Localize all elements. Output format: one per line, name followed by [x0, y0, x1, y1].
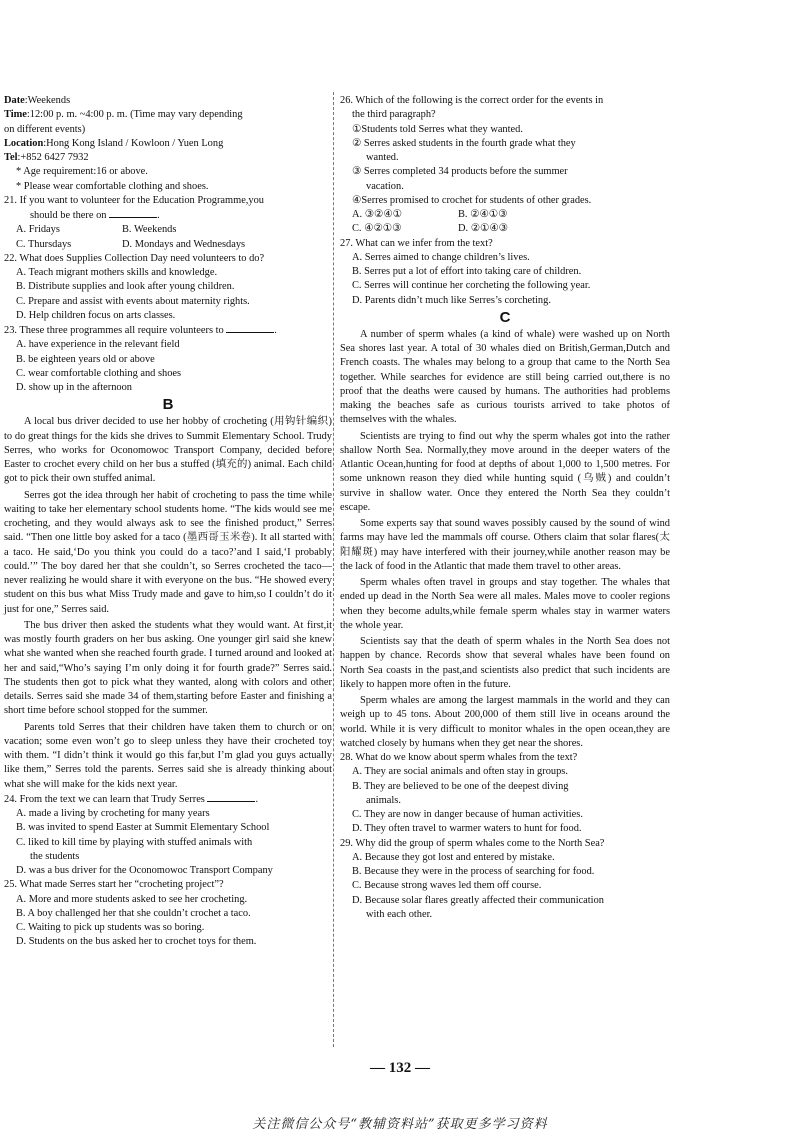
right-column [340, 94, 670, 922]
q29-stem: 29. Why did the group of sperm whales come to the North Sea? [340, 837, 605, 849]
q24-option-d: D. was a bus driver for the Oconomowoc Transport Company [16, 865, 273, 876]
passage-c [340, 328, 670, 751]
column-divider [333, 92, 334, 1047]
q26-stem-cont: the third paragraph? [352, 109, 436, 121]
q23-option-b: B. be eighteen years old or above [16, 353, 155, 365]
q26-event-4: ④Serres promised to crochet for students of other grades. [352, 194, 592, 206]
q27-option-b: B. Serres put a lot of effort into taking care of children. [352, 266, 582, 277]
passage-b-paragraph: Parents told Serres that their children have taken them to church or on vacation; some even won’t go to sleep unless they have their crocheted toy with them. “I didn’t think it would go this far,but I’m glad you guys actually like them,” Serres told the parents. Serres said she is already thinking about what she will make for the kids next year. [4, 721, 332, 790]
q21-stem: 21. If you want to volunteer for the Education Programme,you [4, 194, 264, 206]
q29-option-a: A. Because they got lost and entered by mistake. [352, 851, 555, 863]
q29-option-b: B. Because they were in the process of searching for food. [352, 866, 595, 877]
q26-event-2: ② Serres asked students in the fourth grade what they [352, 137, 576, 149]
passage-b-paragraph: The bus driver then asked the students what they would want. At first,it was mostly fourth graders on her bus asking. One younger girl said she knew what she wanted when she reached fourth grade. I turned around and looked at her and said,“Who’s saying I’m only doing it for fourth grade?” Serres said. The students then got to pick what they wanted, along with colors and other details. Serres said she made 34 of them,starting before Easter and finishing a short time before school stopped for the summer. [4, 619, 332, 717]
q27-option-a: A. Serres aimed to change children’s lives. [352, 251, 530, 263]
q24-option-c-cont: the students [30, 850, 80, 862]
q28-stem: 28. What do we know about sperm whales from the text? [340, 752, 578, 763]
passage-c-paragraph: Sperm whales often travel in groups and stay together. The whales that ended up dead in the North Sea were all males. Males move to cooler regions when they become adults,while female sperm whales stay in warmer waters the whole year. [340, 577, 670, 631]
q28-option-b-cont: animals. [366, 794, 401, 806]
location-label: Location [4, 137, 44, 149]
q23-stem: 23. These three programmes all require volunteers to [4, 325, 224, 336]
passage-b [4, 415, 332, 792]
q25-option-b: B. A boy challenged her that she couldn’t crochet a taco. [16, 907, 251, 919]
q26-event-1: ①Students told Serres what they wanted. [352, 123, 523, 135]
date-label: Date [4, 95, 25, 106]
answer-blank [226, 323, 274, 333]
question-26 [340, 94, 670, 237]
q23-option-d: D. show up in the afternoon [16, 382, 133, 393]
q27-option-d: D. Parents didn’t much like Serres’s corcheting. [352, 294, 551, 306]
q24-option-b: B. was invited to spend Easter at Summit Elementary School [16, 822, 270, 834]
q24-stem: 24. From the text we can learn that Trudy Serres [4, 793, 205, 805]
passage-c-paragraph: Scientists are trying to find out why the sperm whales got into the rather shallow North Sea. Normally,they move around in the deeper waters of the Atlantic Ocean,hunting for food at depths of about 1,000 to 1,500 metres. For some unknown reason they died while hunting squid (乌贼) and couldn’t survive in shallow water. Once they entered the North Sea they couldn’t escape. [340, 430, 670, 513]
q26-event-3-cont: vacation. [366, 180, 404, 192]
question-22 [4, 252, 332, 323]
q26-option-c: C. ④②①③ [352, 223, 402, 235]
q28-option-b: B. They are believed to be one of the deepest diving [352, 780, 569, 792]
footer-note: 关注微信公众号“教辅资料站”获取更多学习资料 [252, 1117, 548, 1132]
passage-c-paragraph: Scientists say that the death of sperm whales in the North Sea does not happen by chance. Records show that several whales have been found on North Sea coasts in the past,and scientists also predict that such incidents are likely to happen more often in the future. [340, 636, 670, 690]
section-b-heading: B [162, 396, 174, 414]
q22-option-a: A. Teach migrant mothers skills and knowledge. [16, 267, 218, 278]
q22-option-b: B. Distribute supplies and look after young children. [16, 281, 235, 293]
question-23 [4, 323, 332, 395]
location-value: :Hong Kong Island / Kowloon / Yuen Long [43, 137, 224, 149]
q23-stem-end: . [274, 325, 277, 336]
passage-c-paragraph: A number of sperm whales (a kind of whale) were washed up on North Sea shores last year. A total of 30 whales died on British,German,Dutch and French coasts. The whales may belong to a group that came to the North Sea together. While searches for evidence are still being carried out,there is no proof that the deaths were caused by humans. The authorities had problems making the beaches safe as curious tourists arrived to take photos of themselves with the whales. [340, 328, 670, 426]
passage-b-paragraph: A local bus driver decided to use her hobby of crocheting (用钩针编织) to do great things for the kids she drives to Summit Elementary School. Trudy Serres, who works for Oconomowoc Transport Company, decided before Easter to crochet every child on her bus a stuffed (填充的) animal. Each child got to pick their own stuffed animal. [4, 416, 332, 485]
q25-stem: 25. What made Serres start her “crocheting project”? [4, 879, 224, 891]
q22-option-c: C. Prepare and assist with events about maternity rights. [16, 295, 250, 307]
note-age: * Age requirement:16 or above. [16, 166, 148, 178]
q24-option-c: C. liked to kill time by playing with stuffed animals with [16, 836, 253, 848]
q21-option-b: B. Weekends [122, 224, 177, 236]
q26-option-b: B. ②④①③ [458, 209, 508, 220]
time-value: :12:00 p. m. ~4:00 p. m. (Time may vary depending [26, 109, 243, 121]
question-27 [340, 237, 670, 308]
q23-option-c: C. wear comfortable clothing and shoes [16, 367, 182, 379]
answer-blank [207, 792, 255, 802]
answer-blank [109, 208, 157, 218]
time-label: Time [4, 109, 27, 121]
q21-option-c: C. Thursdays [16, 238, 72, 250]
q24-option-a: A. made a living by crocheting for many years [16, 808, 210, 819]
q22-stem: 22. What does Supplies Collection Day need volunteers to do? [4, 252, 265, 264]
question-25 [4, 878, 332, 949]
tel-value: :+852 6427 7932 [17, 152, 89, 163]
q24-stem-end: . [255, 793, 259, 805]
q25-option-d: D. Students on the bus asked her to crochet toys for them. [16, 936, 257, 948]
q26-event-3: ③ Serres completed 34 products before the summer [352, 166, 568, 178]
q28-option-d: D. They often travel to warmer waters to hunt for food. [352, 823, 582, 835]
q26-option-d: D. ②①④③ [458, 223, 508, 235]
q27-stem: 27. What can we infer from the text? [340, 237, 493, 249]
q21-option-d: D. Mondays and Wednesdays [122, 238, 246, 250]
q23-option-a: A. have experience in the relevant field [16, 339, 180, 351]
passage-c-paragraph: Sperm whales are among the largest mammals in the world and they can weigh up to 45 tons. About 200,000 of them still live in oceans around the world. While it is very difficult to monitor whales in the open ocean,they are watched closely by humans when they get near the shores. [340, 695, 670, 749]
q21-option-a: A. Fridays [16, 224, 60, 236]
q21-stem-cont: should be there on [30, 210, 107, 221]
question-24 [4, 792, 332, 879]
question-28 [340, 751, 670, 837]
question-29 [340, 837, 670, 923]
event-info [4, 94, 332, 194]
q26-event-2-cont: wanted. [366, 152, 399, 163]
q21-stem-end: . [157, 210, 160, 221]
q25-option-c: C. Waiting to pick up students was so boring. [16, 922, 205, 933]
section-c-heading: C [499, 308, 511, 326]
q28-option-a: A. They are social animals and often stay in groups. [352, 766, 568, 778]
question-21 [4, 194, 332, 252]
passage-c-paragraph: Some experts say that sound waves possibly caused by the sound of wind farms may have led the mammals off course. Others claim that solar flares(太阳耀斑) may have interfered with their journey,while another reason may be the lack of food in the Atlantic that made them travel to other areas. [340, 518, 670, 572]
time-value-cont: on different events) [4, 123, 86, 135]
q29-option-d: D. Because solar flares greatly affected their communication [352, 894, 604, 906]
tel-label: Tel [4, 152, 18, 163]
q25-option-a: A. More and more students asked to see her crocheting. [16, 893, 248, 905]
note-clothing: * Please wear comfortable clothing and shoes. [16, 180, 209, 192]
q29-option-d-cont: with each other. [366, 908, 433, 920]
passage-b-paragraph: Serres got the idea through her habit of crocheting to pass the time while waiting to take her elementary school students home. “The kids would see me crocheting, and they would always ask to see the finished product,” Serres said. “Then one little boy asked for a taco (墨西哥玉米卷). It all started with a taco. He said,‘Do you think you could do a taco?’and I said,‘I probably could.’” The boy dared her that she couldn’t, so Serres crocheted the taco—never realizing he would share it with everyone on the bus. “He showed every student on this bus what Miss Trudy made and gave to him,so I couldn’t do it just for one,” Serres said. [4, 489, 332, 615]
page-number: — 132 — [370, 1060, 430, 1076]
q26-stem: 26. Which of the following is the correct order for the events in [340, 95, 604, 106]
date-value: :Weekends [24, 95, 71, 106]
q28-option-c: C. They are now in danger because of human activities. [352, 809, 583, 820]
q26-option-a: A. ③②④① [352, 209, 402, 220]
left-column [4, 94, 332, 950]
q22-option-d: D. Help children focus on arts classes. [16, 309, 176, 321]
q29-option-c: C. Because strong waves led them off course. [352, 880, 542, 892]
q27-option-c: C. Serres will continue her corcheting the following year. [352, 280, 591, 292]
